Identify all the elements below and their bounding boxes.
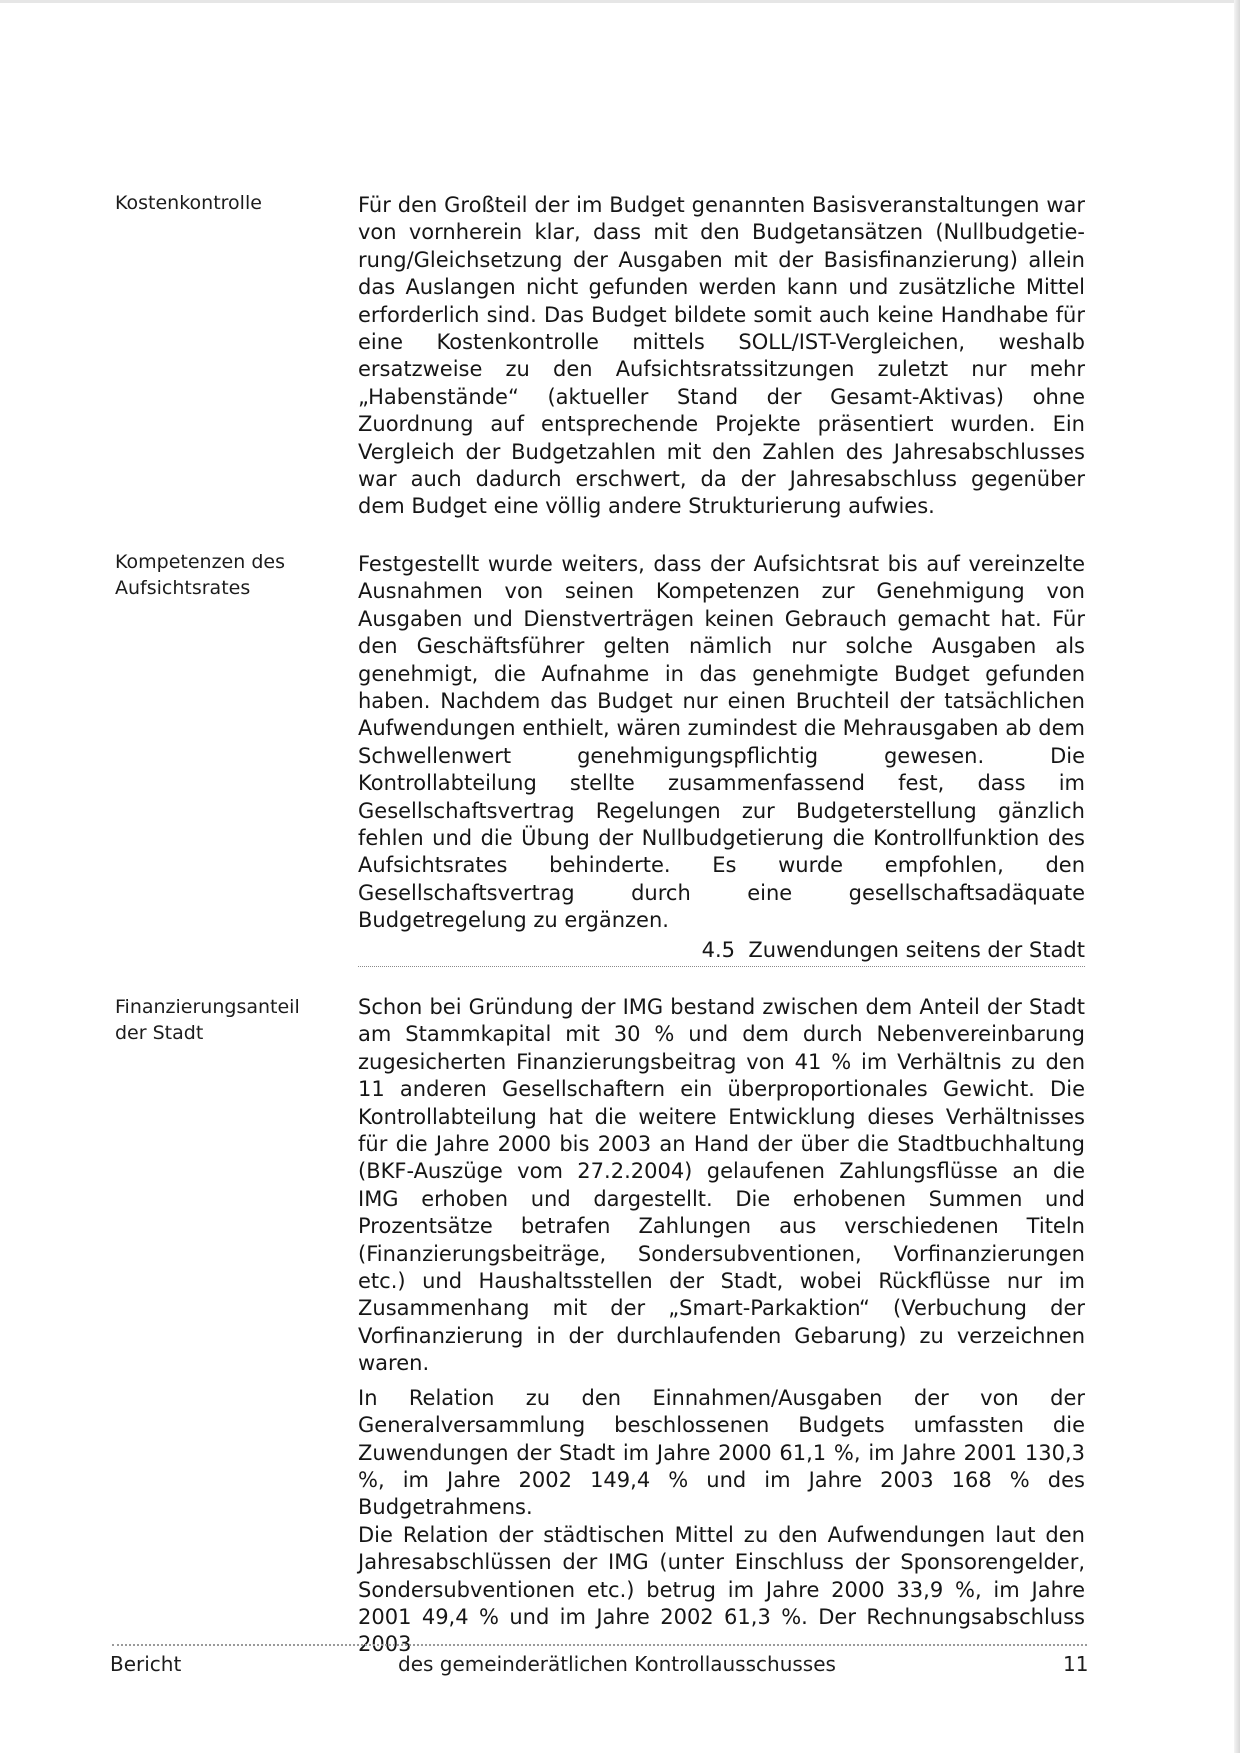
section-number: 4.5: [701, 938, 736, 962]
page-right-edge: [1234, 0, 1240, 1753]
paragraph: In Relation zu den Einnahmen/Ausgaben der von der Generalversammlung beschlossenen Budgets umfassten die Zuwendungen der Stadt im Jahre 2000 61,1 %, im Jahre 2001 130,3 %, im Jahre 2002 149,4 % und im Jahre 2003 168 % des Budgetrahmens.: [358, 1385, 1085, 1520]
page-number: 11: [1063, 1652, 1089, 1676]
paragraph-block-kostenkontrolle: [358, 192, 1085, 521]
paragraph: Festgestellt wurde weiters, dass der Aufsichtsrat bis auf vereinzelte Ausnahmen von seinen Kompetenzen zur Genehmigung von Ausgaben und Dienstverträgen keinen Gebrauch gemacht hat. Für den Geschäftsführer gelten nämlich nur solche Ausgaben als genehmigt, die Aufnahme in das genehmigte Budget gefunden haben. Nachdem das Budget nur einen Bruchteil der tatsächlichen Aufwendungen enthielt, wären zumindest die Mehrausgaben ab dem Schwellenwert genehmigungspflichtig gewesen. Die Kontrollabteilung stellte zusammenfassend fest, dass im Gesellschaftsvertrag Regelungen zur Budgeterstellung gänzlich fehlen und die Übung der Nullbudgetierung die Kontrollfunktion des Aufsichtsrates behinderte. Es wurde empfohlen, den Gesellschaftsvertrag durch eine gesellschaftsadäquate Budgetregelung zu ergänzen.: [358, 552, 1085, 933]
paragraph-block-kompetenzen: [358, 551, 1085, 935]
margin-label-kompetenzen: Kompetenzen des Aufsichtsrates: [115, 551, 285, 599]
paragraph: Für den Großteil der im Budget genannten Basisveranstaltungen war von vornherein klar, dass mit den Budgetansätzen (Nullbudgetierung/Gleichsetzung der Ausgaben mit der Basisfinanzierung) allein das Auslangen nicht gefunden werden kann und zusätzliche Mittel erforderlich sind. Das Budget bildete somit auch keine Handhabe für eine Kostenkontrolle mittels SOLL/IST-Vergleichen, weshalb ersatzweise zu den Aufsichtsratssitzungen zuletzt nur mehr „Habenstände“ (aktueller Stand der Gesamt-Aktivas) ohne Zuordnung auf entsprechende Projekte präsentiert wurden. Ein Vergleich der Budgetzahlen mit den Zahlen des Jahresabschlusses war auch dadurch erschwert, da der Jahresabschluss gegenüber dem Budget eine völlig andere Strukturierung aufwies.: [358, 193, 1085, 519]
page-top-edge: [0, 0, 1240, 3]
paragraph: Die Relation der städtischen Mittel zu den Aufwendungen laut den Jahresabschlüssen der IMG (unter Einschluss der Sponsorengelder, Sondersubventionen etc.) betrug im Jahre 2000 33,9 %, im Jahre 2001 49,4 % und im Jahre 2002 61,3 %. Der Rechnungsabschluss 2003: [358, 1522, 1085, 1657]
section-title: Zuwendungen seitens der Stadt: [748, 938, 1085, 962]
margin-label-finanzierungsanteil: Finanzierungsanteil der Stadt: [115, 996, 300, 1044]
footer-report-label: Bericht: [110, 1652, 182, 1676]
section-heading-rule: [358, 966, 1085, 967]
paragraph-block-finanzierungsanteil: [358, 994, 1085, 1659]
section-heading: [358, 936, 1085, 964]
paragraph: Schon bei Gründung der IMG bestand zwischen dem Anteil der Stadt am Stammkapital mit 30 % und dem durch Nebenvereinbarung zugesicherten Finanzierungsbeitrag von 41 % im Verhältnis zu den 11 anderen Gesellschaftern ein überproportionales Gewicht. Die Kontrollabteilung hat die weitere Entwicklung dieses Verhältnisses für die Jahre 2000 bis 2003 an Hand der über die Stadtbuchhaltung (BKF-Auszüge vom 27.2.2004) gelaufenen Zahlungsflüsse an die IMG erhoben und dargestellt. Die erhobenen Summen und Prozentsätze betrafen Zahlungen aus verschiedenen Titeln (Finanzierungsbeiträge, Sondersubventionen, Vorfinanzierungen etc.) und Haushaltsstellen der Stadt, wobei Rückflüsse nur im Zusammenhang mit der „Smart-Parkaktion“ (Verbuchung der Vorfinanzierung in der durchlaufenden Gebarung) zu verzeichnen waren.: [358, 995, 1085, 1376]
footer-committee-label: des gemeinderätlichen Kontrollausschusses: [398, 1652, 836, 1676]
margin-label-kostenkontrolle: Kostenkontrolle: [115, 192, 262, 214]
footer-rule: [112, 1644, 1087, 1646]
